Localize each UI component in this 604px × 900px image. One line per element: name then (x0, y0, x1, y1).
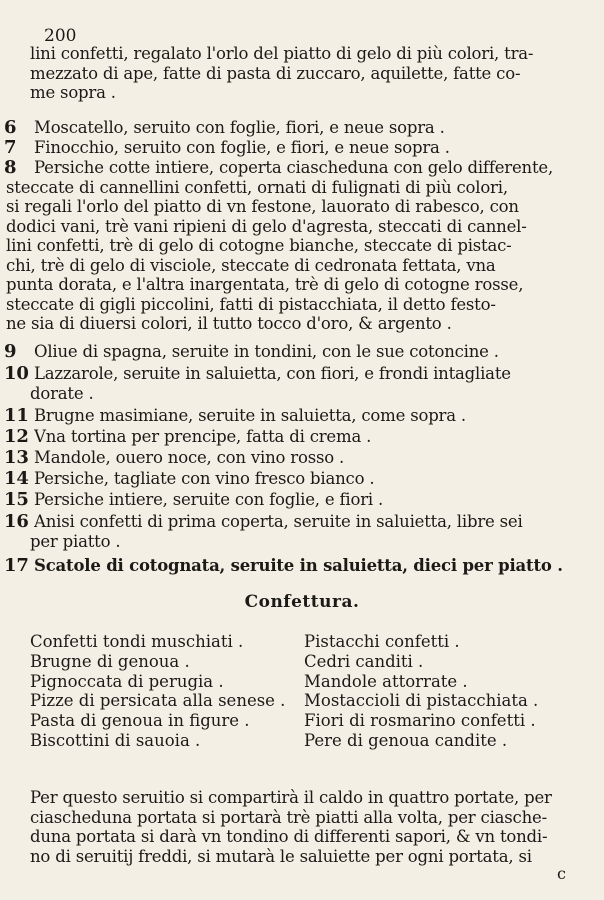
text-line: steccate di cannellini confetti, ornati di fulignati di più colori, (6, 177, 508, 197)
item-number: 6 (4, 117, 17, 138)
text-line: Lazzarole, seruite in saluietta, con fiori, e frondi intagliate (34, 364, 511, 383)
list-item: Biscottini di sauoia . (30, 730, 201, 750)
closing-paragraph (30, 788, 590, 866)
list-item: Cedri canditi . (304, 651, 424, 671)
item-number: 17 (4, 555, 29, 576)
text-line: Moscatello, seruito con foglie, fiori, e neue sopra . (34, 118, 445, 137)
list-item: Pignoccata di perugia . (30, 671, 224, 691)
item-number: 8 (4, 157, 17, 178)
text-line: steccate di gigli piccolini, fatti di pistacchiata, il detto festo- (6, 294, 496, 314)
text-line: lini confetti, trè di gelo di cotogne bianche, steccate di pistac- (6, 236, 512, 255)
item-number: 12 (4, 426, 29, 447)
list-item: Brugne di genoua . (30, 651, 190, 671)
text-line: ciascheduna portata si portarà trè piatti alla volta, per ciasche- (30, 807, 547, 827)
list-item: Pistacchi confetti . (304, 632, 460, 651)
section-heading: Confettura. (244, 592, 360, 612)
list-item: Fiori di rosmarino confetti . (304, 711, 536, 731)
text-line: duna portata si darà vn tondino di differenti sapori, & vn tondi- (30, 827, 548, 846)
text-line: Per questo seruitio si compartirà il caldo in quattro portate, per (30, 788, 552, 807)
text-line: me sopra . (30, 83, 116, 102)
intro-paragraph (30, 44, 590, 103)
text-line: Persiche intiere, seruite con foglie, e fiori . (34, 490, 384, 509)
text-line: Brugne masimiane, seruite in saluietta, come sopra . (34, 406, 466, 425)
text-line: punta dorata, e l'altra inargentata, trè di gelo di cotogne rosse, (6, 275, 524, 294)
signature-mark: c (557, 864, 566, 883)
item-number: 13 (4, 447, 29, 468)
item-number: 11 (4, 405, 29, 426)
text-line: no di seruitij freddi, si mutarà le saluiette per ogni portata, si (30, 846, 532, 866)
list-item: Pasta di genoua in figure . (30, 711, 250, 731)
text-line: Persiche, tagliate con vino fresco bianco . (34, 469, 375, 488)
text-line: mezzato di ape, fatte di pasta di zuccaro, aquilette, fatte co- (30, 63, 521, 83)
list-item: Mostaccioli di pistacchiata . (304, 691, 539, 711)
text-line: dodici vani, trè vani ripieni di gelo d'agresta, steccati di cannel- (6, 216, 527, 236)
text-line: dorate . (30, 383, 94, 403)
list-item: Mandole attorrate . (304, 671, 468, 691)
text-line: Oliue di spagna, seruite in tondini, con le sue cotoncine . (34, 342, 499, 361)
text-line: Finocchio, seruito con foglie, e fiori, e neue sopra . (34, 138, 450, 157)
confettura-right-column (304, 632, 594, 751)
text-line: Anisi confetti di prima coperta, seruite in saluietta, libre sei (34, 512, 523, 531)
text-line: Persiche cotte intiere, coperta ciascheduna con gelo differente, (34, 158, 554, 177)
list-item: Pere di genoua candite . (304, 730, 508, 750)
item-number: 10 (4, 363, 29, 384)
text-line: Mandole, ouero noce, con vino rosso . (34, 448, 345, 467)
item-number: 14 (4, 468, 29, 489)
text-line: Vna tortina per prencipe, fatta di crema . (34, 427, 372, 446)
list-item (4, 512, 594, 552)
page-number: 200 (44, 26, 77, 46)
item-number: 7 (4, 137, 17, 158)
item-number: 9 (4, 341, 17, 362)
item-number: 15 (4, 489, 29, 510)
confettura-left-column (30, 632, 300, 751)
list-item (4, 158, 594, 338)
text-line: Scatole di cotognata, seruite in saluietta, dieci per piatto . (34, 556, 563, 575)
text-line: ne sia di diuersi colori, il tutto tocco d'oro, & argento . (6, 314, 452, 333)
text-line: per piatto . (30, 531, 121, 551)
text-line: chi, trè di gelo di visciole, steccate di cedronata fettata, vna (6, 255, 496, 275)
list-item (4, 364, 594, 404)
list-item: Pizze di persicata alla senese . (30, 691, 286, 711)
text-line: lini confetti, regalato l'orlo del piatto di gelo di più colori, tra- (30, 44, 534, 63)
list-item: Confetti tondi muschiati . (30, 632, 244, 651)
item-number: 16 (4, 511, 29, 532)
text-line: si regali l'orlo del piatto di vn festone, lauorato di rabesco, con (6, 197, 519, 216)
